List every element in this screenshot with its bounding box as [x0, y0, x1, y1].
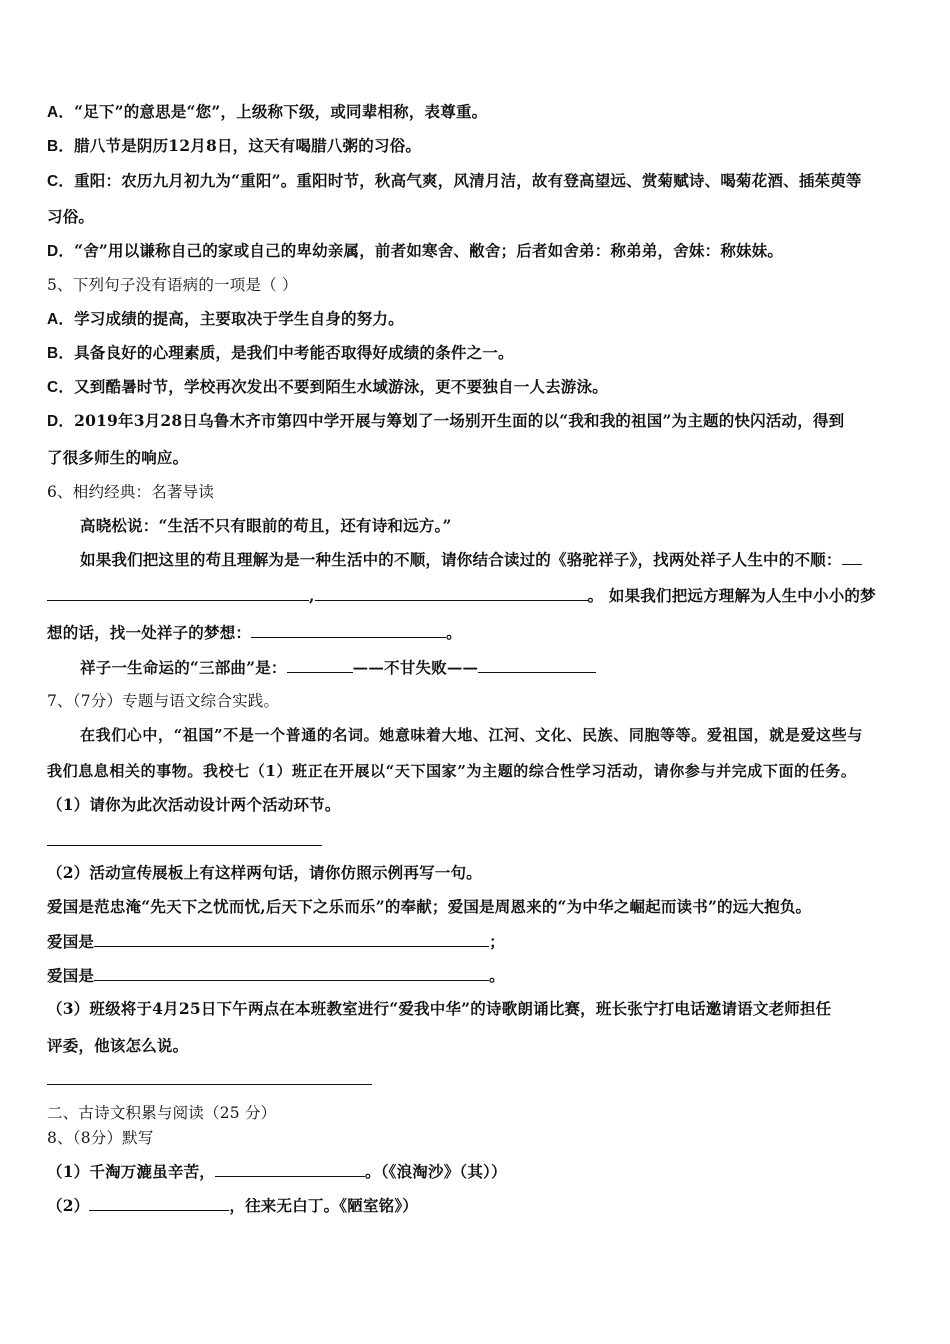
fill-prefix: 爱国是	[47, 932, 95, 951]
answer-blank[interactable]	[89, 1194, 229, 1211]
answer-blank[interactable]	[94, 964, 489, 981]
answer-blank[interactable]	[315, 584, 588, 601]
q8-title: 8、（8分）默写	[47, 1129, 154, 1147]
q6-paragraph-2	[47, 584, 910, 607]
answer-blank[interactable]	[287, 656, 353, 673]
option-text: 腊八节是阴历12月8日，这天有喝腊八粥的习俗。	[74, 136, 422, 155]
q6-paragraph-4	[80, 656, 910, 679]
option-text: 重阳：农历九月初九为“重阳”。重阳时节，秋高气爽，风清月洁，故有登高望远、赏菊赋诗、喝菊花酒、插茱萸等	[74, 171, 862, 190]
q4-option-c	[47, 170, 910, 193]
fill-prefix: 爱国是	[47, 966, 95, 985]
q6-p1-text: 如果我们把这里的苟且理解为是一种生活中的不顺，请你结合读过的《骆驼祥子》，找两处祥子人生中的不顺：	[80, 550, 842, 569]
q6-paragraph-3	[47, 621, 910, 644]
option-label: C．	[47, 173, 75, 190]
q7-title: 7、（7分）专题与语文综合实践。	[47, 692, 280, 710]
option-text: 又到酷暑时节，学校再次发出不要到陌生水域游泳，更不要独自一人去游泳。	[74, 377, 608, 396]
q6-p2-text: 。 如果我们把远方理解为人生中小小的梦	[587, 586, 876, 605]
answer-blank[interactable]	[842, 548, 862, 565]
option-label: C．	[47, 379, 75, 396]
option-text: 学习成绩的提高，主要取决于学生自身的努力。	[74, 309, 404, 328]
section-2-title: 二、古诗文积累与阅读（25 分）	[47, 1104, 277, 1122]
option-label: D．	[47, 243, 75, 260]
q8-l1-source: 。（《浪淘沙》（其））	[365, 1162, 507, 1181]
option-label: B．	[47, 345, 75, 362]
q8-l2-source: ，往来无白丁。《陋室铭》）	[229, 1196, 418, 1215]
option-label: A．	[47, 104, 75, 121]
q7-sub1: （1）请你为此次活动设计两个活动环节。	[47, 795, 341, 814]
q8-l1-text: （1）千淘万漉虽辛苦，	[47, 1162, 215, 1181]
q5-title: 5、下列句子没有语病的一项是（ ）	[47, 276, 298, 294]
q6-quote: 高晓松说：“生活不只有眼前的苟且，还有诗和远方。”	[80, 516, 452, 535]
q8-line-1	[47, 1160, 910, 1183]
q7-sub3: （3）班级将于4月25日下午两点在本班教室进行“爱我中华”的诗歌朗诵比赛，班长张宁打电话邀请语文老师担任	[47, 999, 832, 1018]
q7-sub2: （2）活动宣传展板上有这样两句话，请你仿照示例再写一句。	[47, 863, 482, 882]
q7-intro-2: 我们息息相关的事物。我校七（1）班正在开展以“天下国家”为主题的综合性学习活动，请你参与并完成下面的任务。	[47, 762, 857, 780]
q5-option-c	[47, 376, 910, 399]
q6-title: 6、相约经典：名著导读	[47, 483, 215, 501]
q8-l2-text: （2）	[47, 1196, 90, 1215]
q4-option-d	[47, 240, 910, 263]
period: 。	[489, 966, 505, 985]
q5-option-d-cont: 了很多师生的响应。	[47, 448, 189, 467]
option-label: A．	[47, 311, 75, 328]
answer-blank[interactable]	[215, 1160, 365, 1177]
q6-p4-text: 祥子一生命运的“三部曲”是：	[80, 658, 287, 677]
answer-blank[interactable]	[94, 930, 489, 947]
q6-p4-middle: ——不甘失败——	[352, 658, 479, 677]
q4-option-c-cont: 习俗。	[47, 207, 95, 226]
answer-blank[interactable]	[251, 621, 446, 638]
option-text: 2019年3月28日乌鲁木齐市第四中学开展与筹划了一场别开生面的以“我和我的祖国”为主题的快闪活动，得到	[74, 411, 845, 430]
answer-line[interactable]	[47, 845, 322, 846]
option-text: 具备良好的心理素质，是我们中考能否取得好成绩的条件之一。	[74, 343, 514, 362]
q7-fill-2	[47, 964, 910, 987]
q6-paragraph-1	[80, 548, 910, 571]
option-text: “足下”的意思是“您”，上级称下级，或同辈相称，表尊重。	[74, 102, 488, 121]
option-label: D．	[47, 413, 75, 430]
option-text: “舍”用以谦称自己的家或自己的卑幼亲属，前者如寒舍、敝舍；后者如舍弟：称弟弟，舍妹：称妹妹。	[74, 241, 784, 260]
q4-option-b	[47, 135, 910, 158]
semicolon: ；	[489, 932, 505, 951]
q5-option-b	[47, 342, 910, 365]
q4-option-a	[47, 101, 910, 124]
q8-line-2	[47, 1194, 910, 1217]
q7-fill-1	[47, 930, 910, 953]
answer-blank[interactable]	[478, 656, 596, 673]
q5-option-a	[47, 308, 910, 331]
q7-intro-1: 在我们心中，“祖国”不是一个普通的名词。她意味着大地、江河、文化、民族、同胞等等。爱祖国，就是爱这些与	[80, 726, 863, 744]
comma: ,	[309, 586, 315, 605]
q5-option-d	[47, 410, 910, 433]
answer-line[interactable]	[47, 1084, 372, 1085]
option-label: B．	[47, 138, 75, 155]
q7-example: 爱国是范忠淹“先天下之忧而忧,后天下之乐而乐”的奉献；爱国是周恩来的“为中华之崛起而读书”的远大抱负。	[47, 897, 812, 916]
period: 。	[446, 623, 462, 642]
q6-p3-text: 想的话，找一处祥子的梦想：	[47, 623, 252, 642]
answer-blank[interactable]	[47, 584, 309, 601]
q7-sub3-cont: 评委，他该怎么说。	[47, 1036, 189, 1055]
